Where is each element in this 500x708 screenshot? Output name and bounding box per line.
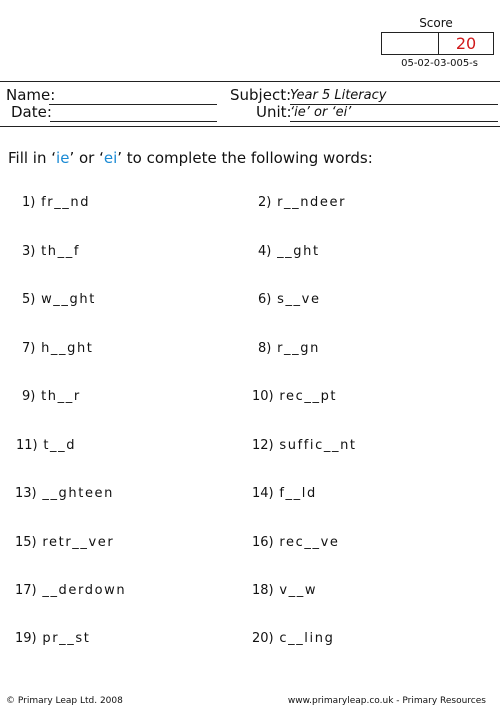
score-label: Score [419,16,453,30]
date-label: Date: [11,103,52,121]
question-item[interactable] [252,486,317,501]
question-word: __derdown [42,583,127,598]
unit-label: Unit: [256,103,292,121]
question-word: t__d [43,438,77,453]
instructions-word-ei: ei [103,149,118,167]
instructions-middle: ’ or ‘ [69,149,104,167]
header-bottom-rule [0,126,500,127]
question-item[interactable] [258,244,320,259]
question-number: 11) [16,438,38,453]
question-number: 3) [22,244,36,259]
question-number: 4) [258,244,272,259]
question-number: 13) [15,486,37,501]
unit-field[interactable]: ‘ie’ or ‘ei’ [290,104,498,122]
date-field[interactable] [50,104,217,122]
question-number: 18) [252,583,274,598]
instructions-prefix: Fill in ‘ [8,149,57,167]
question-number: 20) [252,631,274,646]
question-item[interactable] [252,583,317,598]
question-item[interactable] [15,631,90,646]
question-item[interactable] [258,195,346,210]
question-word: r__ndeer [277,195,347,210]
question-item[interactable] [22,195,90,210]
score-box [381,32,494,55]
question-item[interactable] [252,389,337,404]
question-item[interactable] [22,244,80,259]
question-number: 6) [258,292,272,307]
question-word: rec__pt [279,389,338,404]
question-item[interactable] [252,535,339,550]
question-number: 9) [22,389,36,404]
question-item[interactable] [22,389,81,404]
question-item[interactable] [252,631,334,646]
footer-website: www.primaryleap.co.uk - Primary Resources [287,696,486,706]
instructions-word-ie: ie [56,149,70,167]
subject-field[interactable]: Year 5 Literacy [290,87,498,105]
question-item[interactable] [258,292,321,307]
header-top-rule [0,81,500,82]
question-number: 14) [252,486,274,501]
question-word: __ght [277,244,320,259]
question-number: 1) [22,195,36,210]
subject-label: Subject: [230,86,292,104]
question-word: c__ling [279,631,335,646]
question-word: retr__ver [42,535,115,550]
question-word: f__ld [279,486,317,501]
question-number: 5) [22,292,36,307]
question-number: 19) [15,631,37,646]
instructions [8,149,373,167]
instructions-suffix: ’ to complete the following words: [117,149,373,167]
question-item[interactable] [16,438,76,453]
question-word: suffic__nt [279,438,357,453]
question-word: th__r [41,389,81,404]
question-item[interactable] [252,438,357,453]
question-word: h__ght [41,341,94,356]
question-word: pr__st [42,631,91,646]
question-word: fr__nd [41,195,91,210]
question-number: 16) [252,535,274,550]
question-item[interactable] [15,583,126,598]
footer-copyright: © Primary Leap Ltd. 2008 [6,696,123,706]
question-number: 15) [15,535,37,550]
question-word: w__ght [41,292,96,307]
question-item[interactable] [22,341,94,356]
question-number: 12) [252,438,274,453]
question-number: 17) [15,583,37,598]
worksheet-code: 05-02-03-005-s [401,58,478,69]
name-label: Name: [6,86,56,104]
question-word: v__w [279,583,318,598]
name-field[interactable] [49,87,217,105]
question-word: rec__ve [279,535,340,550]
score-value: 20 [455,34,477,53]
question-number: 8) [258,341,272,356]
question-item[interactable] [258,341,320,356]
question-word: __ghteen [42,486,114,501]
question-item[interactable] [15,486,114,501]
question-item[interactable] [15,535,114,550]
question-number: 10) [252,389,274,404]
question-item[interactable] [22,292,96,307]
question-number: 2) [258,195,272,210]
question-number: 7) [22,341,36,356]
question-word: th__f [41,244,80,259]
question-word: s__ve [277,292,321,307]
question-word: r__gn [277,341,320,356]
